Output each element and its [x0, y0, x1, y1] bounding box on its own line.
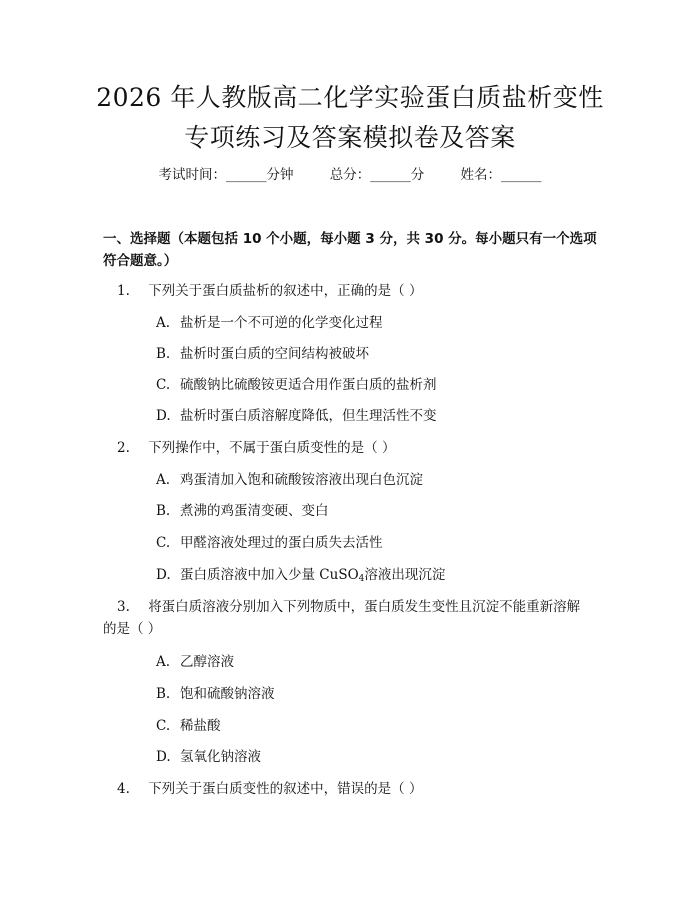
option-text: 鸡蛋清加入饱和硫酸铵溶液出现白色沉淀 [180, 472, 423, 488]
option-letter: B. [156, 686, 171, 702]
question-number: 3. [117, 599, 130, 615]
option [156, 405, 437, 427]
option [156, 343, 369, 365]
option-text: 盐析时蛋白质溶解度降低，但生理活性不变 [180, 408, 437, 424]
option-letter: D. [156, 567, 171, 583]
option-letter: C. [156, 377, 171, 393]
option-text: 硫酸钠比硫酸铵更适合用作蛋白质的盐析剂 [180, 377, 437, 393]
title-line-2: 专项练习及答案模拟卷及答案 [184, 123, 516, 152]
option-text: 盐析时蛋白质的空间结构被破坏 [180, 346, 369, 362]
question-number: 1. [117, 283, 130, 299]
option-letter: D. [156, 749, 171, 765]
option-text: 甲醛溶液处理过的蛋白质失去活性 [180, 535, 383, 551]
question-text: 下列操作中，不属于蛋白质变性的是（ ） [148, 440, 396, 456]
option [156, 651, 234, 673]
question-3-continued [103, 618, 601, 640]
option-text: 稀盐酸 [180, 718, 221, 734]
option-text-pre: 蛋白质溶液中加入少量 CuSO [180, 567, 359, 583]
option-letter: A. [156, 472, 171, 488]
option-letter: A. [156, 315, 171, 331]
option-letter: D. [156, 408, 171, 424]
option-text: 氢氧化钠溶液 [180, 749, 261, 765]
option [156, 564, 445, 590]
option-letter: B. [156, 503, 171, 519]
option-text-post: 溶液出现沉淀 [364, 567, 446, 583]
question-text: 下列关于蛋白质盐析的叙述中，正确的是（ ） [148, 283, 423, 299]
option-letter: B. [156, 346, 171, 362]
question-text-line-2: 的是（ ） [103, 621, 162, 637]
option-text: 乙醇溶液 [180, 654, 234, 670]
section-heading: 一、选择题（本题包括 10 个小题，每小题 3 分，共 30 分。每小题只有一个选项符合题意。） [103, 231, 597, 269]
question-text-line-1: 将蛋白质溶液分别加入下列物质中，蛋白质发生变性且沉淀不能重新溶解 [148, 599, 581, 615]
exam-meta [0, 165, 700, 185]
option-text: 饱和硫酸钠溶液 [180, 686, 275, 702]
option-letter: C. [156, 718, 171, 734]
document-title [0, 78, 700, 158]
option-text: 煮沸的鸡蛋清变硬、变白 [180, 503, 329, 519]
option [156, 500, 329, 522]
question-2 [103, 437, 601, 459]
question-text: 下列关于蛋白质变性的叙述中，错误的是（ ） [148, 781, 423, 797]
student-name: 姓名：______ [460, 167, 542, 183]
option [156, 683, 275, 705]
option [156, 312, 383, 334]
option [156, 374, 437, 396]
option [156, 469, 423, 491]
option-letter: A. [156, 654, 171, 670]
option [156, 715, 221, 737]
title-line-1: 2026 年人教版高二化学实验蛋白质盐析变性 [96, 83, 604, 112]
option [156, 746, 261, 768]
question-4 [103, 778, 601, 800]
total-score: 总分：______分 [329, 167, 425, 183]
option [156, 532, 383, 554]
option-letter: C. [156, 535, 171, 551]
question-3 [103, 596, 601, 618]
question-number: 4. [117, 781, 130, 797]
subscript: 4 [358, 574, 365, 584]
exam-time: 考试时间：______分钟 [158, 167, 294, 183]
question-1 [103, 280, 601, 302]
question-number: 2. [117, 440, 130, 456]
option-text: 盐析是一个不可逆的化学变化过程 [180, 315, 383, 331]
